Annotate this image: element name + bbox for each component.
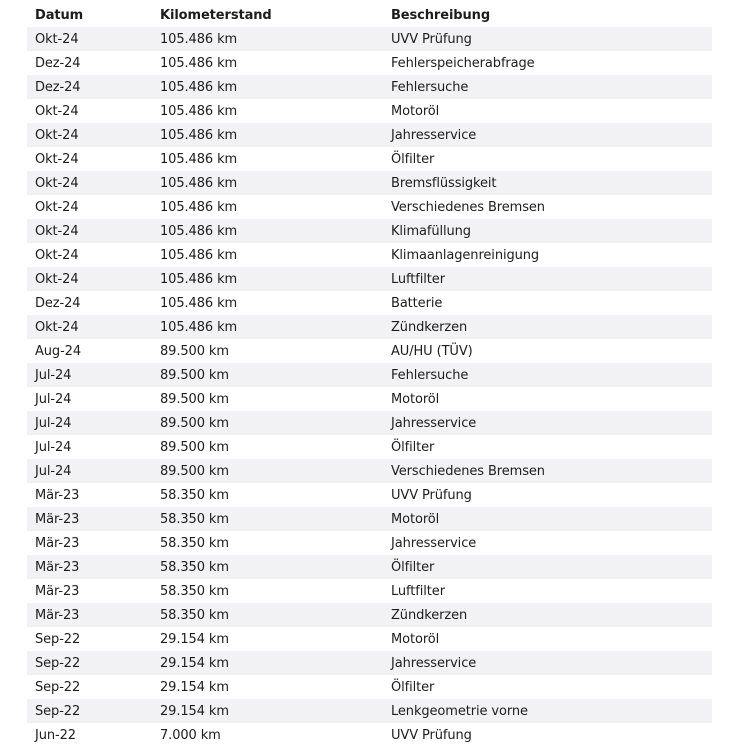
cell-km: 105.486 km	[160, 247, 238, 263]
cell-description: Motoröl	[391, 103, 440, 119]
table-row	[27, 651, 712, 675]
cell-km: 58.350 km	[160, 487, 229, 503]
cell-date: Okt-24	[35, 247, 79, 263]
table-row	[27, 627, 712, 651]
cell-description: Zündkerzen	[391, 607, 468, 623]
cell-date: Okt-24	[35, 127, 79, 143]
cell-km: 89.500 km	[160, 415, 229, 431]
cell-km: 89.500 km	[160, 463, 229, 479]
table-row	[27, 507, 712, 531]
cell-date: Okt-24	[35, 175, 79, 191]
cell-date: Okt-24	[35, 319, 79, 335]
cell-description: Motoröl	[391, 631, 440, 647]
cell-date: Mär-23	[35, 607, 80, 623]
table-row	[27, 699, 712, 723]
cell-date: Mär-23	[35, 487, 80, 503]
table-row	[27, 387, 712, 411]
cell-date: Okt-24	[35, 103, 79, 119]
cell-date: Mär-23	[35, 583, 80, 599]
table-row	[27, 27, 712, 51]
table-row	[27, 459, 712, 483]
cell-date: Sep-22	[35, 655, 81, 671]
table-row	[27, 243, 712, 267]
cell-date: Dez-24	[35, 55, 81, 71]
table-row	[27, 195, 712, 219]
cell-description: UVV Prüfung	[391, 727, 472, 743]
cell-date: Jul-24	[35, 391, 72, 407]
cell-date: Mär-23	[35, 559, 80, 575]
cell-km: 105.486 km	[160, 55, 238, 71]
cell-description: Jahresservice	[391, 535, 477, 551]
table-row	[27, 339, 712, 363]
cell-description: Klimafüllung	[391, 223, 471, 239]
cell-date: Dez-24	[35, 79, 81, 95]
table-row	[27, 171, 712, 195]
cell-description: Fehlerspeicherabfrage	[391, 55, 535, 71]
cell-description: Verschiedenes Bremsen	[391, 463, 545, 479]
cell-km: 89.500 km	[160, 343, 229, 359]
cell-km: 58.350 km	[160, 607, 229, 623]
cell-km: 105.486 km	[160, 151, 238, 167]
cell-km: 58.350 km	[160, 535, 229, 551]
cell-date: Jul-24	[35, 367, 72, 383]
cell-description: UVV Prüfung	[391, 487, 472, 503]
cell-km: 89.500 km	[160, 439, 229, 455]
cell-description: Ölfilter	[391, 559, 435, 575]
table-row	[27, 219, 712, 243]
table-row	[27, 483, 712, 507]
table-row	[27, 267, 712, 291]
cell-description: Fehlersuche	[391, 367, 469, 383]
cell-description: UVV Prüfung	[391, 31, 472, 47]
cell-km: 105.486 km	[160, 79, 238, 95]
table-row	[27, 291, 712, 315]
cell-date: Mär-23	[35, 511, 80, 527]
cell-description: Bremsflüssigkeit	[391, 175, 497, 191]
table-row	[27, 555, 712, 579]
cell-date: Okt-24	[35, 31, 79, 47]
cell-date: Jul-24	[35, 415, 72, 431]
cell-description: Jahresservice	[391, 655, 477, 671]
cell-description: Motoröl	[391, 511, 440, 527]
table-row	[27, 603, 712, 627]
table-row	[27, 723, 712, 747]
service-history-table	[27, 3, 712, 747]
table-row	[27, 579, 712, 603]
cell-km: 105.486 km	[160, 223, 238, 239]
cell-km: 105.486 km	[160, 271, 238, 287]
cell-km: 58.350 km	[160, 511, 229, 527]
cell-km: 105.486 km	[160, 295, 238, 311]
cell-date: Jul-24	[35, 463, 72, 479]
cell-description: Ölfilter	[391, 679, 435, 695]
cell-km: 7.000 km	[160, 727, 221, 743]
cell-description: Jahresservice	[391, 127, 477, 143]
table-header	[27, 3, 712, 27]
cell-km: 89.500 km	[160, 367, 229, 383]
cell-date: Dez-24	[35, 295, 81, 311]
cell-km: 105.486 km	[160, 103, 238, 119]
cell-km: 105.486 km	[160, 175, 238, 191]
cell-description: Luftfilter	[391, 271, 445, 287]
cell-description: AU/HU (TÜV)	[391, 343, 473, 359]
cell-description: Motoröl	[391, 391, 440, 407]
header-description: Beschreibung	[391, 7, 491, 23]
cell-date: Mär-23	[35, 535, 80, 551]
cell-description: Verschiedenes Bremsen	[391, 199, 545, 215]
cell-date: Jun-22	[35, 727, 76, 743]
cell-date: Sep-22	[35, 679, 81, 695]
table-body	[27, 27, 712, 747]
cell-description: Fehlersuche	[391, 79, 469, 95]
cell-description: Batterie	[391, 295, 443, 311]
cell-km: 29.154 km	[160, 703, 229, 719]
cell-date: Okt-24	[35, 223, 79, 239]
cell-description: Lenkgeometrie vorne	[391, 703, 528, 719]
cell-km: 29.154 km	[160, 631, 229, 647]
table-row	[27, 363, 712, 387]
cell-date: Okt-24	[35, 199, 79, 215]
table-row	[27, 435, 712, 459]
cell-date: Jul-24	[35, 439, 72, 455]
cell-km: 105.486 km	[160, 319, 238, 335]
cell-date: Okt-24	[35, 151, 79, 167]
header-km: Kilometerstand	[160, 7, 272, 23]
cell-km: 29.154 km	[160, 679, 229, 695]
cell-description: Luftfilter	[391, 583, 445, 599]
cell-date: Sep-22	[35, 631, 81, 647]
table-row	[27, 411, 712, 435]
cell-km: 29.154 km	[160, 655, 229, 671]
cell-date: Okt-24	[35, 271, 79, 287]
table-row	[27, 51, 712, 75]
header-date: Datum	[35, 7, 84, 23]
cell-km: 58.350 km	[160, 559, 229, 575]
cell-km: 58.350 km	[160, 583, 229, 599]
cell-date: Aug-24	[35, 343, 82, 359]
cell-description: Zündkerzen	[391, 319, 468, 335]
table-row	[27, 675, 712, 699]
cell-km: 89.500 km	[160, 391, 229, 407]
table-row	[27, 531, 712, 555]
table-row	[27, 99, 712, 123]
cell-description: Jahresservice	[391, 415, 477, 431]
cell-km: 105.486 km	[160, 31, 238, 47]
cell-description: Ölfilter	[391, 151, 435, 167]
table-row	[27, 147, 712, 171]
cell-date: Sep-22	[35, 703, 81, 719]
cell-km: 105.486 km	[160, 127, 238, 143]
table-row	[27, 123, 712, 147]
table-row	[27, 315, 712, 339]
cell-description: Klimaanlagenreinigung	[391, 247, 540, 263]
cell-description: Ölfilter	[391, 439, 435, 455]
table-row	[27, 75, 712, 99]
cell-km: 105.486 km	[160, 199, 238, 215]
